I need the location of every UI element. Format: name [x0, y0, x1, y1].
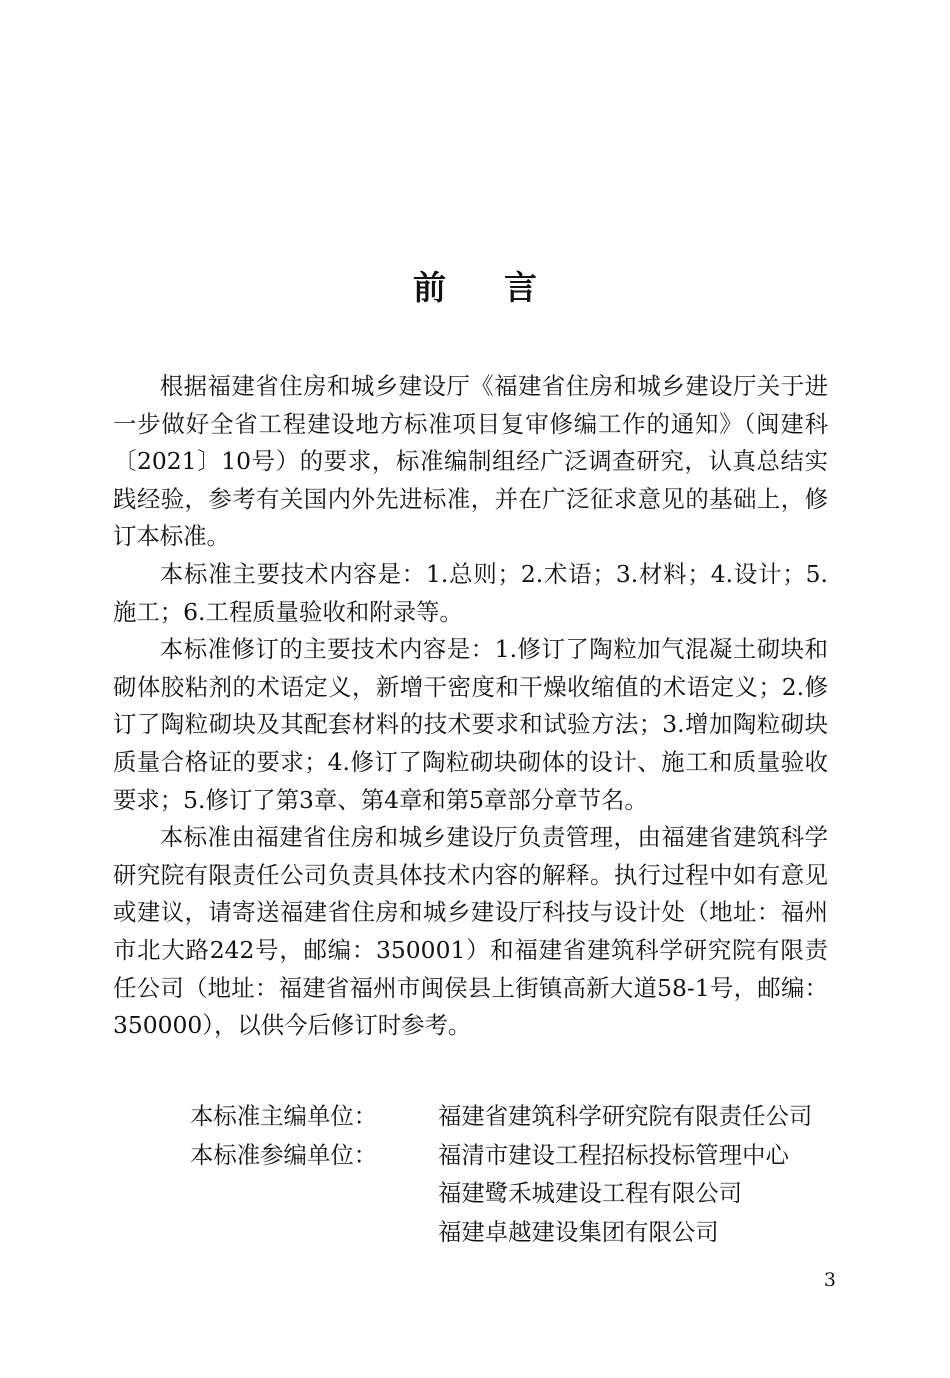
participating-unit-row — [190, 1136, 890, 1175]
participating-unit-row — [190, 1213, 890, 1252]
paragraph-management: 本标准由福建省住房和城乡建设厅负责管理，由福建省建筑科学研究院有限责任公司负责具体技术内容的解释。执行过程中如有意见或建议，请寄送福建省住房和城乡建设厅科技与设计处（地址：福州市北大路242号，邮编：350001）和福建省建筑科学研究院有限责任公司（地址：福建省福州市闽侯县上街镇高新大道58-1号，邮编：350000），以供今后修订时参考。 — [113, 823, 828, 1040]
chief-unit-row — [190, 1097, 890, 1136]
participating-unit-name: 福清市建设工程招标投标管理中心 — [438, 1140, 789, 1169]
participating-unit-row — [190, 1174, 890, 1213]
drafting-units — [190, 1097, 890, 1251]
page-title: 前言 — [413, 268, 595, 307]
page-number: 3 — [823, 1269, 836, 1291]
chief-unit-name: 福建省建筑科学研究院有限责任公司 — [438, 1102, 813, 1130]
paragraph-revision-content: 本标准修订的主要技术内容是：1.修订了陶粒加气混凝土砌块和砌体胶粘剂的术语定义，新增干密度和干燥收缩值的术语定义；2.修订了陶粒砌块及其配套材料的技术要求和试验方法；3.增加陶粒砌块质量合格证的要求；4.修订了陶粒砌块砌体的设计、施工和质量验收要求；5.修订了第3章、第4章和第5章部分章节名。 — [113, 635, 828, 814]
paragraph-background: 根据福建省住房和城乡建设厅《福建省住房和城乡建设厅关于进一步做好全省工程建设地方标准项目复审修编工作的通知》（闽建科〔2021〕10号）的要求，标准编制组经广泛调查研究，认真总结实践经验，参考有关国内外先进标准，并在广泛征求意见的基础上，修订本标准。 — [113, 372, 828, 551]
preface-body — [113, 368, 828, 1045]
participating-unit-label: 本标准参编单位： — [190, 1140, 378, 1169]
participating-unit-name: 福建卓越建设集团有限公司 — [438, 1217, 719, 1246]
participating-unit-name: 福建鹭禾城建设工程有限公司 — [438, 1179, 743, 1207]
paragraph-main-content: 本标准主要技术内容是：1.总则；2.术语；3.材料；4.设计；5.施工；6.工程质量验收和附录等。 — [113, 559, 828, 626]
chief-unit-label: 本标准主编单位： — [190, 1102, 378, 1130]
